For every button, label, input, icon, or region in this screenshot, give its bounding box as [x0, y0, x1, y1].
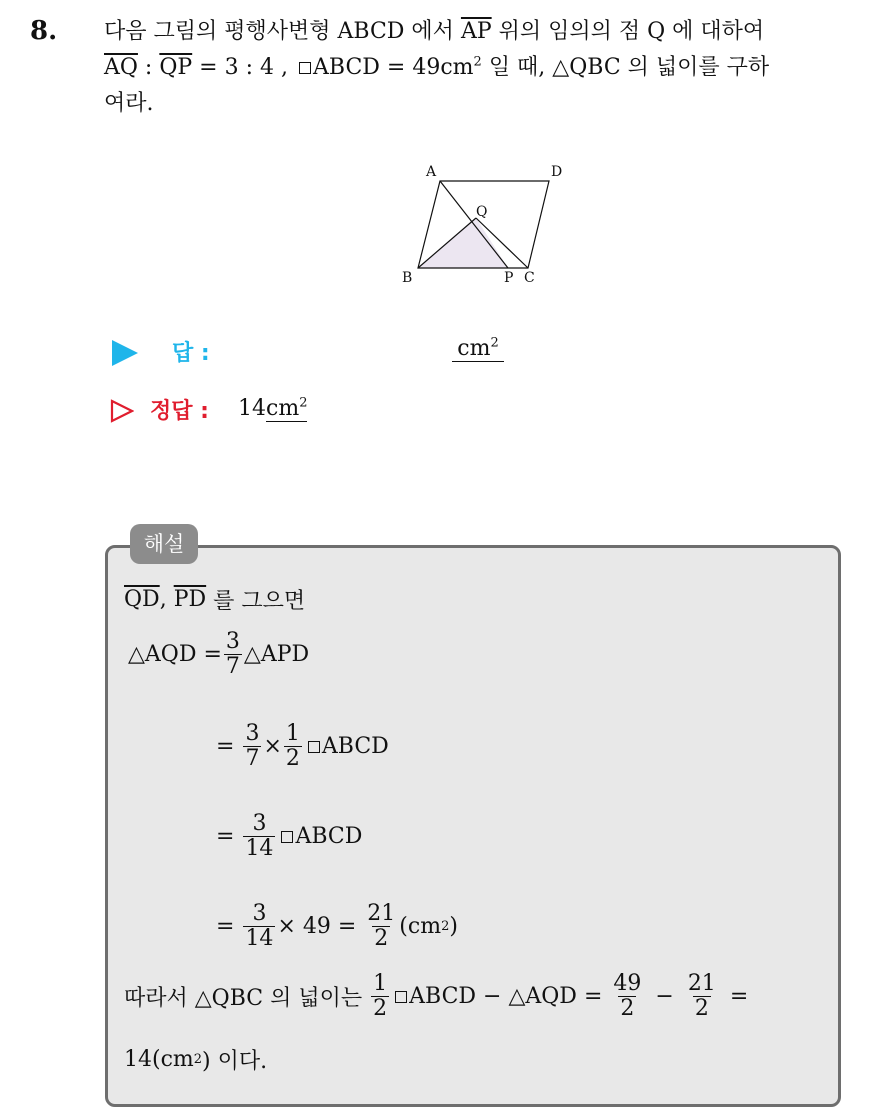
fraction: $\frac{1}{2}$ [285, 721, 300, 771]
label-q: Q [476, 204, 488, 220]
question-line-3: 여라. [104, 91, 154, 116]
solution-line-3: = $\frac{3}{7}$ × $\frac{1}{2}$ ABCD [216, 721, 389, 771]
question-line-2: $\overline{AQ}$ : $\overline{QP} = 3$ : 4 , ABCD = $49cm^2$ 일 때, △QBC 의 넓이를 구하 [104, 54, 770, 80]
figure-svg [396, 158, 576, 288]
solution-line-2: △AQD = $\frac{3}{7}$ △APD [128, 629, 310, 679]
fraction: $\frac{3}{14}$ [245, 811, 274, 861]
label-p: P [504, 270, 514, 286]
segment-aq: $\overline{AQ}$ [104, 55, 138, 80]
correct-value: $14cm^2$ [238, 395, 308, 421]
solution-line-1: $\overline{QD}$ , $\overline{PD}$ 를 그으면 [124, 587, 306, 614]
segment-ap: $\overline{AP}$ [460, 19, 492, 44]
answer-play-icon [112, 340, 138, 366]
parallelogram-symbol [308, 741, 320, 753]
parallelogram-symbol [395, 991, 407, 1003]
question-line-1: 다음 그림의 평행사변형 ABCD 에서 $\overline{AP}$ 위의 임의의 점 Q 에 대하여 [104, 19, 765, 44]
segment-qp: $\overline{QP}$ [159, 55, 193, 80]
solution-line-4: = $\frac{3}{14}$ ABCD [216, 811, 363, 861]
fraction: $\frac{49}{2}$ [613, 971, 642, 1021]
correct-triangle-icon [110, 399, 134, 423]
solution-line-7: 14(cm 2 ) 이다. [124, 1047, 268, 1074]
fraction: $\frac{3}{7}$ [225, 629, 240, 679]
question-text [104, 14, 864, 122]
answer-label: 답 : [172, 341, 210, 366]
fraction: $\frac{21}{2}$ [687, 971, 716, 1021]
parallelogram-figure [396, 158, 576, 288]
solution-line-5: = $\frac{3}{14}$ × 49 = $\frac{21}{2}$ (cm 2 ) [216, 901, 458, 951]
label-d: D [551, 164, 563, 180]
label-a: A [426, 164, 437, 180]
answer-blank[interactable]: $cm^2$ [452, 336, 504, 362]
question-number: 8. [30, 16, 58, 46]
label-c: C [524, 270, 535, 286]
parallelogram-symbol [299, 62, 311, 74]
parallelogram-symbol [281, 831, 293, 843]
correct-label: 정답 : [150, 399, 209, 424]
fraction: $\frac{21}{2}$ [367, 901, 396, 951]
label-b: B [402, 270, 413, 286]
solution-line-6: 따라서 △QBC 의 넓이는 $\frac{1}{2}$ ABCD − △AQD = $\frac{49}{2}$ − $\frac{21}{2}$ = [124, 971, 749, 1021]
fraction: $\frac{3}{14}$ [245, 901, 274, 951]
fraction: $\frac{1}{2}$ [373, 971, 388, 1021]
solution-tag: 해설 [130, 524, 198, 564]
triangle-qbc-shade [418, 218, 508, 268]
fraction: $\frac{3}{7}$ [245, 721, 260, 771]
